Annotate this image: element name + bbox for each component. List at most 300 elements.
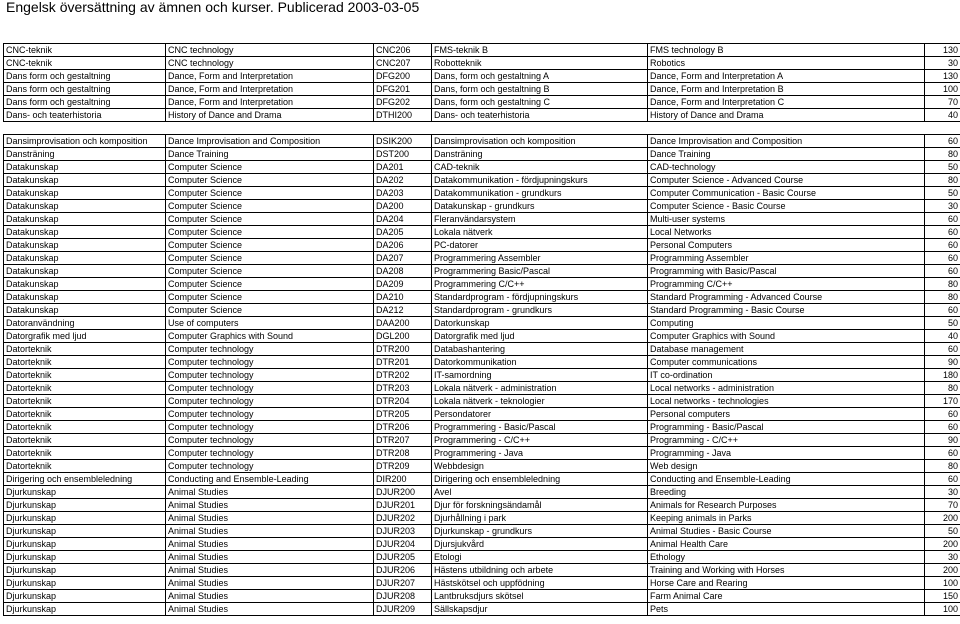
course-name-en-cell: Programming with Basic/Pascal — [648, 265, 925, 278]
course-name-en-cell: Programming C/C++ — [648, 278, 925, 291]
course-name-en-cell: Computer Science - Advanced Course — [648, 174, 925, 187]
course-points-cell: 70 — [925, 96, 960, 109]
subject-en-cell: Animal Studies — [166, 525, 374, 538]
course-code-cell: DA200 — [374, 200, 432, 213]
subject-en-cell: Animal Studies — [166, 577, 374, 590]
subject-en-cell: Computer Science — [166, 252, 374, 265]
document-title: Engelsk översättning av ämnen och kurser. Publicerad 2003-03-05 — [6, 0, 420, 15]
course-name-en-cell: Computer Communication - Basic Course — [648, 187, 925, 200]
subject-sv-cell: Datorgrafik med ljud — [4, 330, 166, 343]
course-code-cell: DTR207 — [374, 434, 432, 447]
course-code-cell: DJUR204 — [374, 538, 432, 551]
course-name-sv-cell: Datakunskap - grundkurs — [432, 200, 648, 213]
course-name-en-cell: Computer Science - Basic Course — [648, 200, 925, 213]
course-name-sv-cell: Djurhållning i park — [432, 512, 648, 525]
subject-sv-cell: Datorteknik — [4, 382, 166, 395]
subject-sv-cell: Datakunskap — [4, 265, 166, 278]
course-points-cell: 60 — [925, 408, 960, 421]
course-name-sv-cell: Persondatorer — [432, 408, 648, 421]
subject-en-cell: Dance Training — [166, 148, 374, 161]
course-name-en-cell: FMS technology B — [648, 44, 925, 57]
table-row — [4, 538, 960, 551]
course-code-cell: DTR209 — [374, 460, 432, 473]
subject-sv-cell: Datorteknik — [4, 356, 166, 369]
subject-en-cell: Dance Improvisation and Composition — [166, 135, 374, 148]
course-name-sv-cell: Djurkunskap - grundkurs — [432, 525, 648, 538]
subject-en-cell: Computer technology — [166, 460, 374, 473]
course-name-sv-cell: IT-samordning — [432, 369, 648, 382]
course-points-cell: 200 — [925, 512, 960, 525]
course-name-sv-cell: Programmering Assembler — [432, 252, 648, 265]
course-points-cell: 150 — [925, 590, 960, 603]
table-row — [4, 213, 960, 226]
course-name-sv-cell: Databashantering — [432, 343, 648, 356]
course-points-cell: 30 — [925, 551, 960, 564]
course-name-en-cell: Programming - Basic/Pascal — [648, 421, 925, 434]
course-points-cell: 50 — [925, 187, 960, 200]
table-row — [4, 187, 960, 200]
course-name-en-cell: Programming - Java — [648, 447, 925, 460]
course-name-sv-cell: Dans, form och gestaltning C — [432, 96, 648, 109]
course-code-cell: DA209 — [374, 278, 432, 291]
course-points-cell: 30 — [925, 486, 960, 499]
subject-en-cell: Computer Science — [166, 226, 374, 239]
table-row — [4, 434, 960, 447]
subject-sv-cell: Datakunskap — [4, 252, 166, 265]
course-name-en-cell: Standard Programming - Advanced Course — [648, 291, 925, 304]
course-points-cell: 80 — [925, 148, 960, 161]
subject-en-cell: Computer Science — [166, 265, 374, 278]
table-row — [4, 551, 960, 564]
course-name-en-cell: Breeding — [648, 486, 925, 499]
course-name-sv-cell: Dans- och teaterhistoria — [432, 109, 648, 122]
course-name-en-cell: Programming - C/C++ — [648, 434, 925, 447]
course-code-cell: DA212 — [374, 304, 432, 317]
course-name-sv-cell: Sällskapsdjur — [432, 603, 648, 616]
subject-en-cell: Dance, Form and Interpretation — [166, 83, 374, 96]
subject-sv-cell: Datorteknik — [4, 434, 166, 447]
course-name-en-cell: Programming Assembler — [648, 252, 925, 265]
course-code-cell: DJUR207 — [374, 577, 432, 590]
course-name-en-cell: IT co-ordination — [648, 369, 925, 382]
course-code-cell: DA202 — [374, 174, 432, 187]
course-code-cell: DTR204 — [374, 395, 432, 408]
table-row — [4, 252, 960, 265]
course-points-cell: 100 — [925, 603, 960, 616]
course-points-cell: 60 — [925, 226, 960, 239]
course-name-en-cell: Dance Improvisation and Composition — [648, 135, 925, 148]
course-points-cell: 80 — [925, 382, 960, 395]
table-row — [4, 44, 960, 57]
subject-en-cell: Animal Studies — [166, 564, 374, 577]
spacer-cell — [166, 122, 374, 135]
table-row — [4, 161, 960, 174]
course-code-cell: DFG201 — [374, 83, 432, 96]
course-code-cell: DJUR209 — [374, 603, 432, 616]
course-table — [3, 43, 960, 616]
subject-sv-cell: Dans form och gestaltning — [4, 83, 166, 96]
course-name-en-cell: Animal Health Care — [648, 538, 925, 551]
course-points-cell: 50 — [925, 161, 960, 174]
subject-sv-cell: Djurkunskap — [4, 577, 166, 590]
course-name-en-cell: Computing — [648, 317, 925, 330]
course-code-cell: CNC206 — [374, 44, 432, 57]
subject-sv-cell: Datakunskap — [4, 239, 166, 252]
subject-en-cell: Computer technology — [166, 447, 374, 460]
subject-sv-cell: Datorteknik — [4, 421, 166, 434]
subject-sv-cell: Djurkunskap — [4, 538, 166, 551]
course-name-sv-cell: Programmering Basic/Pascal — [432, 265, 648, 278]
table-row — [4, 317, 960, 330]
subject-en-cell: Computer Science — [166, 161, 374, 174]
course-name-sv-cell: Dans, form och gestaltning A — [432, 70, 648, 83]
subject-en-cell: Animal Studies — [166, 486, 374, 499]
course-code-cell: DST200 — [374, 148, 432, 161]
subject-en-cell: Use of computers — [166, 317, 374, 330]
course-name-sv-cell: Robotteknik — [432, 57, 648, 70]
course-code-cell: DA207 — [374, 252, 432, 265]
table-row — [4, 369, 960, 382]
table-row — [4, 525, 960, 538]
course-name-sv-cell: Lokala nätverk - teknologier — [432, 395, 648, 408]
subject-sv-cell: Datorteknik — [4, 369, 166, 382]
table-row — [4, 343, 960, 356]
subject-en-cell: Computer technology — [166, 434, 374, 447]
course-name-en-cell: CAD-technology — [648, 161, 925, 174]
subject-en-cell: Computer Science — [166, 200, 374, 213]
course-name-en-cell: Personal Computers — [648, 239, 925, 252]
course-points-cell: 60 — [925, 304, 960, 317]
course-points-cell: 100 — [925, 577, 960, 590]
table-row — [4, 83, 960, 96]
course-name-sv-cell: FMS-teknik B — [432, 44, 648, 57]
course-code-cell: DAA200 — [374, 317, 432, 330]
course-points-cell: 180 — [925, 369, 960, 382]
course-code-cell: DTR206 — [374, 421, 432, 434]
course-name-en-cell: Conducting and Ensemble-Leading — [648, 473, 925, 486]
course-code-cell: DTR208 — [374, 447, 432, 460]
subject-en-cell: Computer technology — [166, 369, 374, 382]
subject-en-cell: Animal Studies — [166, 512, 374, 525]
table-row — [4, 382, 960, 395]
subject-sv-cell: CNC-teknik — [4, 44, 166, 57]
subject-sv-cell: Datorteknik — [4, 408, 166, 421]
course-code-cell: DA201 — [374, 161, 432, 174]
course-name-sv-cell: Lokala nätverk — [432, 226, 648, 239]
course-name-en-cell: Multi-user systems — [648, 213, 925, 226]
course-points-cell: 170 — [925, 395, 960, 408]
course-name-en-cell: Dance, Form and Interpretation C — [648, 96, 925, 109]
course-name-sv-cell: Programmering - C/C++ — [432, 434, 648, 447]
subject-sv-cell: Djurkunskap — [4, 499, 166, 512]
subject-en-cell: Animal Studies — [166, 538, 374, 551]
course-points-cell: 130 — [925, 44, 960, 57]
course-code-cell: DJUR205 — [374, 551, 432, 564]
course-name-en-cell: Training and Working with Horses — [648, 564, 925, 577]
subject-en-cell: Computer Graphics with Sound — [166, 330, 374, 343]
course-name-sv-cell: Lokala nätverk - administration — [432, 382, 648, 395]
course-name-sv-cell: Djur för forskningsändamål — [432, 499, 648, 512]
table-row — [4, 291, 960, 304]
subject-sv-cell: Datakunskap — [4, 213, 166, 226]
spacer-cell — [4, 122, 166, 135]
course-name-sv-cell: Fleranvändarsystem — [432, 213, 648, 226]
course-code-cell: DTR201 — [374, 356, 432, 369]
subject-sv-cell: Dirigering och ensembleledning — [4, 473, 166, 486]
course-points-cell: 80 — [925, 174, 960, 187]
course-points-cell: 60 — [925, 239, 960, 252]
table-row — [4, 265, 960, 278]
subject-en-cell: Dance, Form and Interpretation — [166, 70, 374, 83]
table-row — [4, 590, 960, 603]
table-row — [4, 356, 960, 369]
course-name-en-cell: Pets — [648, 603, 925, 616]
subject-sv-cell: Datakunskap — [4, 278, 166, 291]
table-row — [4, 395, 960, 408]
course-code-cell: DFG202 — [374, 96, 432, 109]
course-code-cell: DJUR202 — [374, 512, 432, 525]
course-points-cell: 70 — [925, 499, 960, 512]
course-code-cell: DJUR206 — [374, 564, 432, 577]
course-points-cell: 30 — [925, 57, 960, 70]
table-spacer-row — [4, 122, 960, 135]
course-name-sv-cell: Dansimprovisation och komposition — [432, 135, 648, 148]
subject-en-cell: CNC technology — [166, 44, 374, 57]
table-row — [4, 148, 960, 161]
table-row — [4, 603, 960, 616]
course-name-en-cell: Database management — [648, 343, 925, 356]
subject-en-cell: Computer technology — [166, 408, 374, 421]
course-points-cell: 50 — [925, 317, 960, 330]
subject-sv-cell: Datakunskap — [4, 304, 166, 317]
table-row — [4, 447, 960, 460]
subject-sv-cell: Datakunskap — [4, 174, 166, 187]
course-name-sv-cell: Etologi — [432, 551, 648, 564]
subject-sv-cell: Datakunskap — [4, 291, 166, 304]
subject-en-cell: Computer Science — [166, 187, 374, 200]
course-points-cell: 60 — [925, 252, 960, 265]
subject-sv-cell: Datakunskap — [4, 226, 166, 239]
subject-sv-cell: Dans form och gestaltning — [4, 96, 166, 109]
table-row — [4, 70, 960, 83]
course-name-sv-cell: Hästskötsel och uppfödning — [432, 577, 648, 590]
table-row — [4, 174, 960, 187]
course-name-en-cell: Dance Training — [648, 148, 925, 161]
course-code-cell: DTHI200 — [374, 109, 432, 122]
course-name-sv-cell: Dirigering och ensembleledning — [432, 473, 648, 486]
subject-en-cell: Animal Studies — [166, 590, 374, 603]
subject-sv-cell: Djurkunskap — [4, 590, 166, 603]
course-name-en-cell: Animal Studies - Basic Course — [648, 525, 925, 538]
course-points-cell: 200 — [925, 538, 960, 551]
course-name-sv-cell: Programmering C/C++ — [432, 278, 648, 291]
course-code-cell: DTR203 — [374, 382, 432, 395]
course-name-en-cell: Local networks - administration — [648, 382, 925, 395]
course-name-sv-cell: Lantbruksdjurs skötsel — [432, 590, 648, 603]
table-row — [4, 564, 960, 577]
course-name-en-cell: Computer Graphics with Sound — [648, 330, 925, 343]
course-code-cell: DA205 — [374, 226, 432, 239]
course-name-sv-cell: Datorgrafik med ljud — [432, 330, 648, 343]
table-row — [4, 486, 960, 499]
course-code-cell: DFG200 — [374, 70, 432, 83]
course-points-cell: 90 — [925, 434, 960, 447]
subject-en-cell: Computer technology — [166, 395, 374, 408]
course-code-cell: DA208 — [374, 265, 432, 278]
subject-en-cell: Conducting and Ensemble-Leading — [166, 473, 374, 486]
course-code-cell: DJUR201 — [374, 499, 432, 512]
course-name-sv-cell: Datorkunskap — [432, 317, 648, 330]
spacer-cell — [432, 122, 648, 135]
course-code-cell: DTR200 — [374, 343, 432, 356]
course-points-cell: 60 — [925, 213, 960, 226]
course-points-cell: 100 — [925, 83, 960, 96]
subject-sv-cell: Dans- och teaterhistoria — [4, 109, 166, 122]
subject-en-cell: Animal Studies — [166, 499, 374, 512]
course-name-en-cell: Dance, Form and Interpretation B — [648, 83, 925, 96]
course-points-cell: 30 — [925, 200, 960, 213]
course-name-en-cell: Local Networks — [648, 226, 925, 239]
subject-en-cell: Computer technology — [166, 382, 374, 395]
course-name-sv-cell: CAD-teknik — [432, 161, 648, 174]
spacer-cell — [925, 122, 960, 135]
subject-en-cell: History of Dance and Drama — [166, 109, 374, 122]
course-name-en-cell: Farm Animal Care — [648, 590, 925, 603]
subject-sv-cell: Datorteknik — [4, 447, 166, 460]
course-code-cell: DJUR203 — [374, 525, 432, 538]
course-code-cell: DTR202 — [374, 369, 432, 382]
subject-en-cell: Computer technology — [166, 421, 374, 434]
table-row — [4, 421, 960, 434]
course-points-cell: 60 — [925, 473, 960, 486]
subject-sv-cell: Djurkunskap — [4, 603, 166, 616]
subject-sv-cell: Datakunskap — [4, 161, 166, 174]
table-row — [4, 512, 960, 525]
course-name-en-cell: History of Dance and Drama — [648, 109, 925, 122]
course-code-cell: DIR200 — [374, 473, 432, 486]
subject-en-cell: Animal Studies — [166, 551, 374, 564]
course-name-en-cell: Dance, Form and Interpretation A — [648, 70, 925, 83]
subject-en-cell: Dance, Form and Interpretation — [166, 96, 374, 109]
course-name-en-cell: Animals for Research Purposes — [648, 499, 925, 512]
table-row — [4, 135, 960, 148]
course-points-cell: 90 — [925, 356, 960, 369]
course-name-sv-cell: PC-datorer — [432, 239, 648, 252]
course-name-sv-cell: Avel — [432, 486, 648, 499]
subject-en-cell: Computer Science — [166, 304, 374, 317]
subject-sv-cell: Datorteknik — [4, 343, 166, 356]
subject-sv-cell: Djurkunskap — [4, 486, 166, 499]
subject-sv-cell: Datakunskap — [4, 187, 166, 200]
subject-en-cell: Computer Science — [166, 278, 374, 291]
subject-en-cell: Computer Science — [166, 213, 374, 226]
table-row — [4, 57, 960, 70]
subject-en-cell: Animal Studies — [166, 603, 374, 616]
course-name-en-cell: Ethology — [648, 551, 925, 564]
table-row — [4, 109, 960, 122]
course-name-sv-cell: Standardprogram - grundkurs — [432, 304, 648, 317]
course-code-cell: DGL200 — [374, 330, 432, 343]
course-name-sv-cell: Dansträning — [432, 148, 648, 161]
subject-sv-cell: Dans form och gestaltning — [4, 70, 166, 83]
subject-sv-cell: Datorteknik — [4, 395, 166, 408]
course-code-cell: CNC207 — [374, 57, 432, 70]
course-name-sv-cell: Djursjukvård — [432, 538, 648, 551]
table-row — [4, 226, 960, 239]
table-row — [4, 239, 960, 252]
course-code-cell: DJUR200 — [374, 486, 432, 499]
table-row — [4, 408, 960, 421]
table-row — [4, 460, 960, 473]
course-points-cell: 130 — [925, 70, 960, 83]
course-name-en-cell: Robotics — [648, 57, 925, 70]
subject-sv-cell: Dansimprovisation och komposition — [4, 135, 166, 148]
subject-sv-cell: Djurkunskap — [4, 525, 166, 538]
subject-sv-cell: Djurkunskap — [4, 564, 166, 577]
subject-en-cell: Computer Science — [166, 239, 374, 252]
course-points-cell: 80 — [925, 291, 960, 304]
subject-en-cell: Computer Science — [166, 174, 374, 187]
course-name-en-cell: Personal computers — [648, 408, 925, 421]
table-row — [4, 304, 960, 317]
course-name-sv-cell: Programmering - Basic/Pascal — [432, 421, 648, 434]
subject-sv-cell: Datorteknik — [4, 460, 166, 473]
course-points-cell: 60 — [925, 447, 960, 460]
subject-en-cell: Computer technology — [166, 343, 374, 356]
course-points-cell: 40 — [925, 109, 960, 122]
course-points-cell: 60 — [925, 421, 960, 434]
course-code-cell: DA203 — [374, 187, 432, 200]
course-name-sv-cell: Webbdesign — [432, 460, 648, 473]
table-row — [4, 473, 960, 486]
course-code-cell: DJUR208 — [374, 590, 432, 603]
course-name-sv-cell: Programmering - Java — [432, 447, 648, 460]
table-row — [4, 200, 960, 213]
subject-en-cell: CNC technology — [166, 57, 374, 70]
spacer-cell — [648, 122, 925, 135]
course-table-body — [4, 44, 960, 616]
course-name-en-cell: Standard Programming - Basic Course — [648, 304, 925, 317]
subject-sv-cell: CNC-teknik — [4, 57, 166, 70]
subject-en-cell: Computer Science — [166, 291, 374, 304]
table-row — [4, 330, 960, 343]
course-code-cell: DA210 — [374, 291, 432, 304]
course-name-sv-cell: Hästens utbildning och arbete — [432, 564, 648, 577]
course-code-cell: DSIK200 — [374, 135, 432, 148]
course-code-cell: DA204 — [374, 213, 432, 226]
course-name-sv-cell: Datorkommunikation — [432, 356, 648, 369]
course-name-sv-cell: Datakommunikation - grundkurs — [432, 187, 648, 200]
course-name-en-cell: Web design — [648, 460, 925, 473]
course-points-cell: 60 — [925, 265, 960, 278]
course-points-cell: 40 — [925, 330, 960, 343]
course-code-cell: DA206 — [374, 239, 432, 252]
course-points-cell: 50 — [925, 525, 960, 538]
table-row — [4, 577, 960, 590]
course-code-cell: DTR205 — [374, 408, 432, 421]
course-name-sv-cell: Standardprogram - fördjupningskurs — [432, 291, 648, 304]
spacer-cell — [374, 122, 432, 135]
course-name-en-cell: Horse Care and Rearing — [648, 577, 925, 590]
subject-sv-cell: Djurkunskap — [4, 512, 166, 525]
subject-sv-cell: Datakunskap — [4, 200, 166, 213]
course-name-sv-cell: Dans, form och gestaltning B — [432, 83, 648, 96]
subject-sv-cell: Djurkunskap — [4, 551, 166, 564]
course-name-en-cell: Computer communications — [648, 356, 925, 369]
course-name-en-cell: Local networks - technologies — [648, 395, 925, 408]
table-row — [4, 96, 960, 109]
course-points-cell: 80 — [925, 278, 960, 291]
